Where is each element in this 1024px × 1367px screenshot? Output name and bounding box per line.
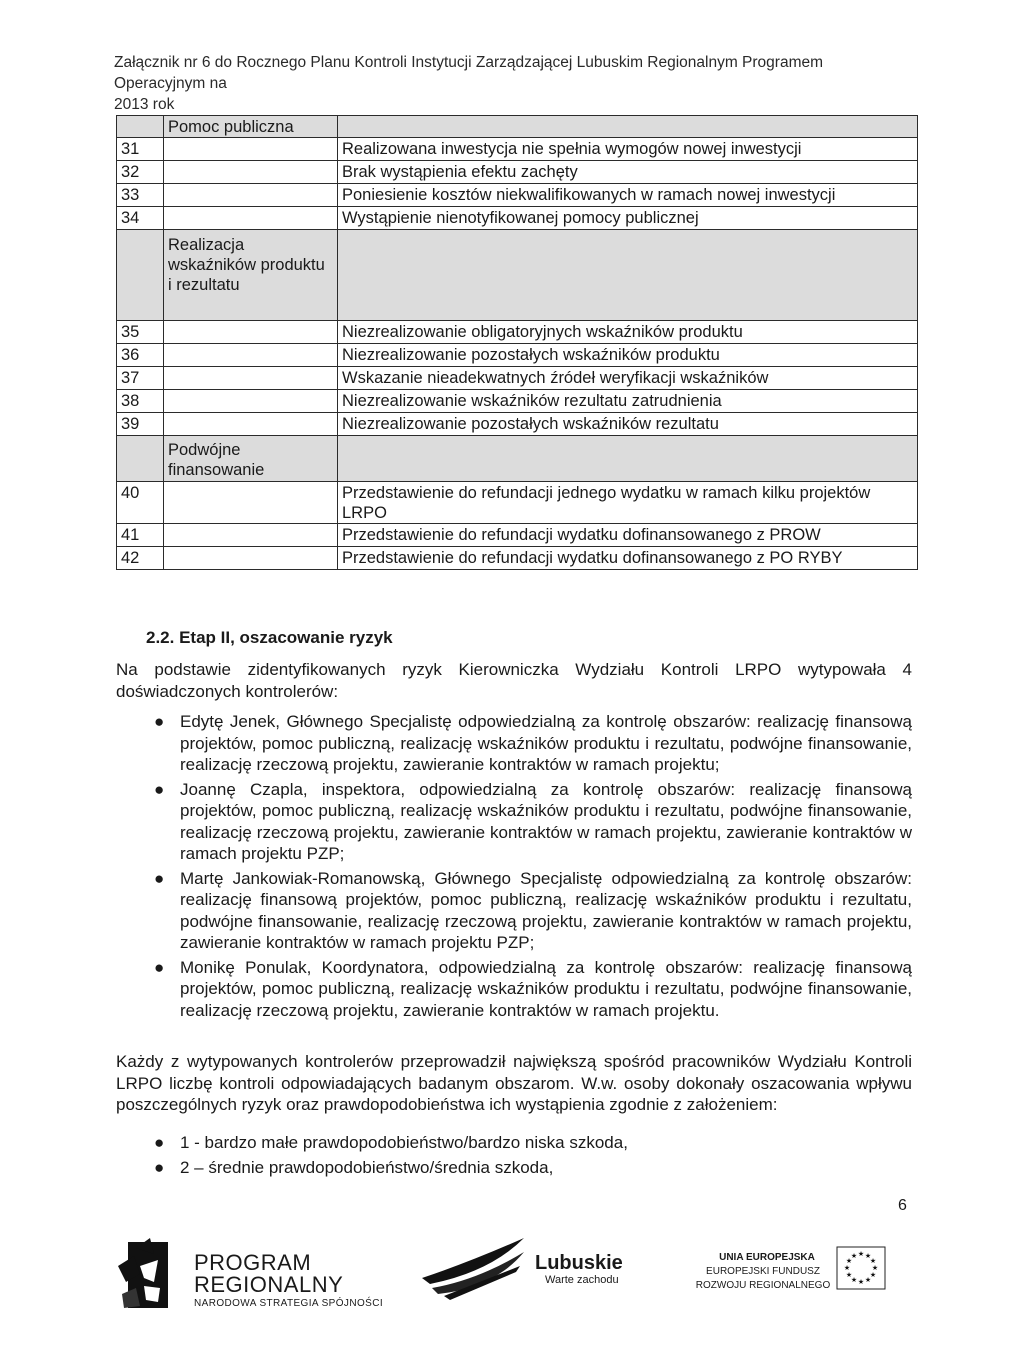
bullet-icon: ●: [154, 1133, 165, 1152]
section-title: Pomoc publiczna: [164, 116, 338, 138]
list-item: ● Monikę Ponulak, Koordynatora, odpowiedzialną za kontrolę obszarów: realizację finansową projektów, pomoc publiczną, realizację wskaźników produktu i rezultatu, podwójne finansowanie, realizację rzeczową projektu, zawieranie kontraktów w ramach projektu.: [154, 957, 912, 1020]
svg-text:★: ★: [843, 1264, 851, 1272]
table-row: 32 Brak wystąpienia efektu zachęty: [117, 161, 918, 184]
list-item: ● Edytę Jenek, Głównego Specjalistę odpowiedzialną za kontrolę obszarów: realizację finansową projektów, pomoc publiczną, realizację wskaźników produktu i rezultatu, podwójne finansowanie, realizację rzeczową projektu, zawieranie kontraktów w ramach projektu;: [154, 712, 912, 774]
table-row: 39 Niezrealizowanie pozostałych wskaźników rezultatu: [117, 413, 918, 436]
bullet-icon: ●: [154, 1157, 165, 1177]
methodology-paragraph: Każdy z wytypowanych kontrolerów przeprowadził największą spośród pracowników Wydziału Kontroli LRPO liczbę kontroli odpowiadających badanym obszarom. W.w. osoby dokonały oszacowania wpływu poszczególnych ryzyk oraz prawdopodobieństwa ich wystąpienia zgodnie z założeniem:: [116, 1052, 912, 1114]
table-section-row: [117, 436, 918, 482]
controllers-list: [116, 711, 912, 1024]
eu-line-3: ROZWOJU REGIONALNEGO: [695, 1280, 831, 1291]
program-line-1: PROGRAM: [194, 1250, 312, 1275]
table-row: 36 Niezrealizowanie pozostałych wskaźników produktu: [117, 344, 918, 367]
risk-table: [116, 115, 918, 570]
table-row: 31 Realizowana inwestycja nie spełnia wymogów nowej inwestycji: [117, 138, 918, 161]
list-item: ● Joannę Czapla, inspektora, odpowiedzialną za kontrolę obszarów: realizację finansową projektów, pomoc publiczną, realizację wskaźników produktu i rezultatu, podwójne finansowanie, realizację rzeczową projektu, zawieranie kontraktów w ramach projektu, zawieranie kontraktów w ramach projektu PZP;: [154, 779, 912, 863]
section-heading: 2.2. Etap II, oszacowanie ryzyk: [146, 628, 393, 647]
bullet-icon: ●: [154, 779, 165, 799]
table-row: 41 Przedstawienie do refundacji wydatku dofinansowanego z PROW: [117, 524, 918, 547]
program-regionalny-logo-icon: [114, 1236, 174, 1312]
svg-text:★: ★: [864, 1252, 872, 1260]
eu-flag-icon: [836, 1246, 886, 1290]
page-header: [114, 52, 914, 115]
list-item: ● 1 - bardzo małe prawdopodobieństwo/bardzo niska szkoda,: [154, 1133, 628, 1152]
eu-line-2: EUROPEJSKI FUNDUSZ: [706, 1266, 820, 1277]
svg-text:★: ★: [864, 1276, 872, 1284]
bullet-icon: ●: [154, 957, 165, 977]
svg-text:★: ★: [857, 1278, 865, 1286]
program-line-3: NARODOWA STRATEGIA SPÓJNOŚCI: [194, 1298, 384, 1309]
table-row: 40 Przedstawienie do refundacji jednego wydatku w ramach kilku projektów LRPO: [117, 482, 918, 524]
list-item: ● Martę Jankowiak-Romanowską, Głównego Specjalistę odpowiedzialną za kontrolę obszarów: realizację finansową projektów, pomoc publiczną, realizację wskaźników produktu i rezultatu, podwójne finansowanie, realizację rzeczową projektu, zawieranie kontraktów w ramach projektu, zawieranie kontraktów w ramach projektu PZP;: [154, 868, 912, 952]
program-line-2: REGIONALNY: [194, 1272, 344, 1297]
list-item: ● 2 – średnie prawdopodobieństwo/średnia szkoda,: [154, 1157, 554, 1177]
header-line-1: Załącznik nr 6 do Rocznego Planu Kontroli Instytucji Zarządzającej Lubuskim Regionalnym Programem Operacyjnym na: [114, 54, 824, 92]
svg-text:★: ★: [871, 1264, 879, 1272]
lubuskie-tagline: Warte zachodu: [545, 1274, 619, 1286]
svg-text:★: ★: [869, 1271, 877, 1279]
scale-list: [116, 1132, 912, 1181]
table-row: 34 Wystąpienie nienotyfikowanej pomocy publicznej: [117, 207, 918, 230]
table-row: 38 Niezrealizowanie wskaźników rezultatu zatrudnienia: [117, 390, 918, 413]
header-line-2: 2013 rok: [114, 96, 175, 113]
table-section-row: [117, 116, 918, 138]
svg-text:★: ★: [850, 1276, 858, 1284]
section-title: Podwójne finansowanie: [164, 436, 338, 482]
svg-text:★: ★: [845, 1271, 853, 1279]
table-row: 35 Niezrealizowanie obligatoryjnych wskaźników produktu: [117, 321, 918, 344]
svg-text:★: ★: [857, 1250, 865, 1258]
table-row: 37 Wskazanie nieadekwatnych źródeł weryfikacji wskaźników: [117, 367, 918, 390]
section-title: Realizacja wskaźników produktu i rezultatu: [164, 230, 338, 321]
lubuskie-swoosh-icon: [420, 1232, 530, 1302]
table-row: 33 Poniesienie kosztów niekwalifikowanych w ramach nowej inwestycji: [117, 184, 918, 207]
svg-text:★: ★: [850, 1252, 858, 1260]
eu-line-1: UNIA EUROPEJSKA: [719, 1252, 815, 1263]
svg-text:★: ★: [845, 1257, 853, 1265]
svg-text:★: ★: [869, 1257, 877, 1265]
page-number: 6: [898, 1197, 907, 1214]
lubuskie-name: Lubuskie: [535, 1252, 623, 1274]
footer-logos: [0, 1232, 1024, 1342]
table-section-row: [117, 230, 918, 321]
bullet-icon: ●: [154, 712, 165, 731]
table-row: 42 Przedstawienie do refundacji wydatku dofinansowanego z PO RYBY: [117, 547, 918, 570]
intro-paragraph: Na podstawie zidentyfikowanych ryzyk Kierowniczka Wydziału Kontroli LRPO wytypowała 4 doświadczonych kontrolerów:: [116, 660, 912, 701]
bullet-icon: ●: [154, 868, 165, 888]
